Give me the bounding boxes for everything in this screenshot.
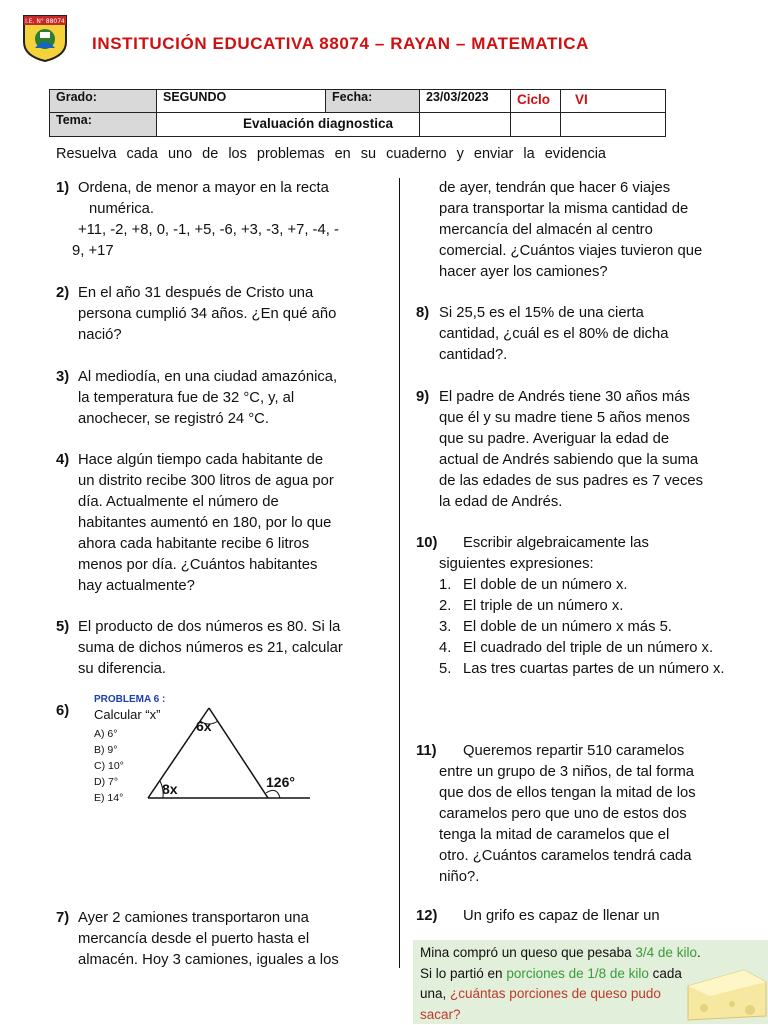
line: Ayer 2 camiones transportaron una	[78, 910, 309, 926]
problem-text	[78, 283, 378, 346]
logo-text: I.E. N° 88074	[25, 18, 65, 25]
problem-number: 8)	[416, 305, 430, 321]
option-d: D) 7°	[94, 776, 119, 788]
blank-cell	[420, 113, 511, 137]
line: nació?	[78, 327, 122, 343]
line: Ordena, de menor a mayor en la recta	[78, 180, 329, 196]
line: anochecer, se registró 24 °C.	[78, 411, 269, 427]
highlight-question: ¿cuántas porciones de queso pudo sacar?	[420, 986, 661, 1022]
problem-text	[439, 303, 759, 366]
problem-text	[78, 367, 378, 430]
problem-number: 4)	[56, 452, 70, 468]
tema-label: Tema:	[50, 113, 157, 137]
problem-number: 1)	[56, 180, 70, 196]
list-item: 3. El doble de un número x más 5.	[439, 619, 672, 635]
line: Si 25,5 es el 15% de una cierta	[439, 305, 644, 321]
line: mercancía desde el puerto hasta el	[78, 931, 310, 947]
line: persona cumplió 34 años. ¿En qué año	[78, 306, 337, 322]
line: ahora cada habitante recibe 6 litros	[78, 536, 310, 552]
problem-number: 12)	[416, 908, 438, 924]
option-e: E) 14°	[94, 792, 124, 804]
text-part: . Si lo partió en	[420, 945, 701, 981]
line: Hace algún tiempo cada habitante de	[78, 452, 324, 468]
problem-number: 6)	[56, 703, 70, 719]
problem-7-continued	[439, 178, 759, 283]
option-a: A) 6°	[94, 728, 118, 740]
grado-value: SEGUNDO	[157, 90, 326, 113]
problem-number: 7)	[56, 910, 70, 926]
exterior-angle-label: 126°	[266, 774, 295, 790]
text-part: cada una,	[420, 965, 682, 1001]
problem-number: 11)	[416, 743, 437, 759]
blank-cell	[561, 113, 666, 137]
line: habitantes aumentó en 180, por lo que	[78, 515, 332, 531]
line: de ayer, tendrán que hacer 6 viajes	[439, 180, 671, 196]
line: siguientes expresiones:	[439, 556, 594, 572]
problem-text	[439, 741, 759, 888]
line: menos por día. ¿Cuántos habitantes	[78, 557, 318, 573]
line: Un grifo es capaz de llenar un	[463, 908, 660, 924]
line: suma de dichos números es 21, calcular	[78, 640, 343, 656]
text-part: Mina compró un queso que pesaba	[420, 945, 636, 960]
line: mercancía del almacén al centro	[439, 222, 653, 238]
line: entre un grupo de 3 niños, de tal forma	[439, 764, 695, 780]
blank-cell	[511, 113, 561, 137]
figure-prompt: Calcular “x”	[94, 707, 161, 722]
line: +11, -2, +8, 0, -1, +5, -6, +3, -3, +7, -4, -	[78, 222, 339, 238]
info-table	[49, 89, 666, 137]
highlight-portions: porciones de 1/8 de kilo	[506, 965, 649, 981]
line: cantidad, ¿cuál es el 80% de dicha	[439, 326, 669, 342]
triangle-figure	[88, 693, 314, 807]
fecha-value: 23/03/2023	[420, 90, 511, 113]
problem-number: 9)	[416, 389, 430, 405]
option-b: B) 9°	[94, 744, 118, 756]
problem-number: 3)	[56, 369, 70, 385]
line: hacer ayer los camiones?	[439, 264, 608, 280]
line: que él y su madre tiene 5 años menos	[439, 410, 690, 426]
problem-text	[439, 387, 759, 513]
problem-text	[78, 450, 378, 597]
list-item: 5. Las tres cuartas partes de un número x.	[439, 661, 725, 677]
grado-label: Grado:	[50, 90, 157, 113]
line: día. Actualmente el número de	[78, 494, 279, 510]
problem-text	[463, 906, 759, 927]
expressions-list	[439, 575, 731, 680]
line: comercial. ¿Cuántos viajes tuvieron que	[439, 243, 703, 259]
school-logo	[20, 12, 70, 62]
ciclo-label: Ciclo	[511, 90, 561, 113]
problem-text	[78, 617, 378, 680]
line: 9, +17	[72, 243, 114, 259]
line: caramelos pero que uno de estos dos	[439, 806, 687, 822]
cheese-problem-text	[420, 943, 705, 1025]
line: cantidad?.	[439, 347, 508, 363]
problem-text	[78, 908, 378, 971]
problem-number: 5)	[56, 619, 70, 635]
line: de las edades de sus padres es 7 veces	[439, 473, 704, 489]
left-angle-label: 8x	[162, 781, 178, 797]
problem-number: 10)	[416, 535, 438, 551]
fecha-label: Fecha:	[326, 90, 420, 113]
line: En el año 31 después de Cristo una	[78, 285, 314, 301]
highlight-weight: 3/4 de kilo	[635, 945, 697, 960]
line: hay actualmente?	[78, 578, 195, 594]
line: El padre de Andrés tiene 30 años más	[439, 389, 690, 405]
list-item: 2. El triple de un número x.	[439, 598, 624, 614]
line: su diferencia.	[78, 661, 167, 677]
problem-text	[72, 178, 378, 262]
line: para transportar la misma cantidad de	[439, 201, 689, 217]
line: la edad de Andrés.	[439, 494, 563, 510]
line: tenga la mitad de caramelos que el	[439, 827, 670, 843]
figure-heading: PROBLEMA 6 :	[94, 694, 166, 705]
list-item: 1. El doble de un número x.	[439, 577, 628, 593]
ciclo-value: VI	[561, 90, 666, 113]
line: niño?.	[439, 869, 480, 885]
line: El producto de dos números es 80. Si la	[78, 619, 341, 635]
instructions: Resuelva cada uno de los problemas en su cuaderno y enviar la evidencia	[56, 146, 606, 162]
line: que su padre. Averiguar la edad de	[439, 431, 670, 447]
line: numérica.	[89, 201, 154, 217]
line: un distrito recibe 300 litros de agua por	[78, 473, 334, 489]
column-divider	[399, 178, 400, 968]
line: Queremos repartir 510 caramelos	[463, 743, 685, 759]
line: Escribir algebraicamente las	[463, 535, 649, 551]
option-c: C) 10°	[94, 760, 124, 772]
line: actual de Andrés sabiendo que la suma	[439, 452, 699, 468]
problem-number: 2)	[56, 285, 70, 301]
line: que dos de ellos tengan la mitad de los	[439, 785, 696, 801]
problem-text	[439, 533, 759, 575]
tema-value: Evaluación diagnostica	[157, 113, 420, 137]
list-item: 4. El cuadrado del triple de un número x.	[439, 640, 714, 656]
line: otro. ¿Cuántos caramelos tendrá cada	[439, 848, 692, 864]
line: Al mediodía, en una ciudad amazónica,	[78, 369, 338, 385]
line: almacén. Hoy 3 camiones, iguales a los	[78, 952, 339, 968]
top-angle-label: 6x	[196, 718, 212, 734]
page-title: INSTITUCIÓN EDUCATIVA 88074 – RAYAN – MATEMATICA	[92, 34, 590, 53]
line: la temperatura fue de 32 °C, y, al	[78, 390, 295, 406]
